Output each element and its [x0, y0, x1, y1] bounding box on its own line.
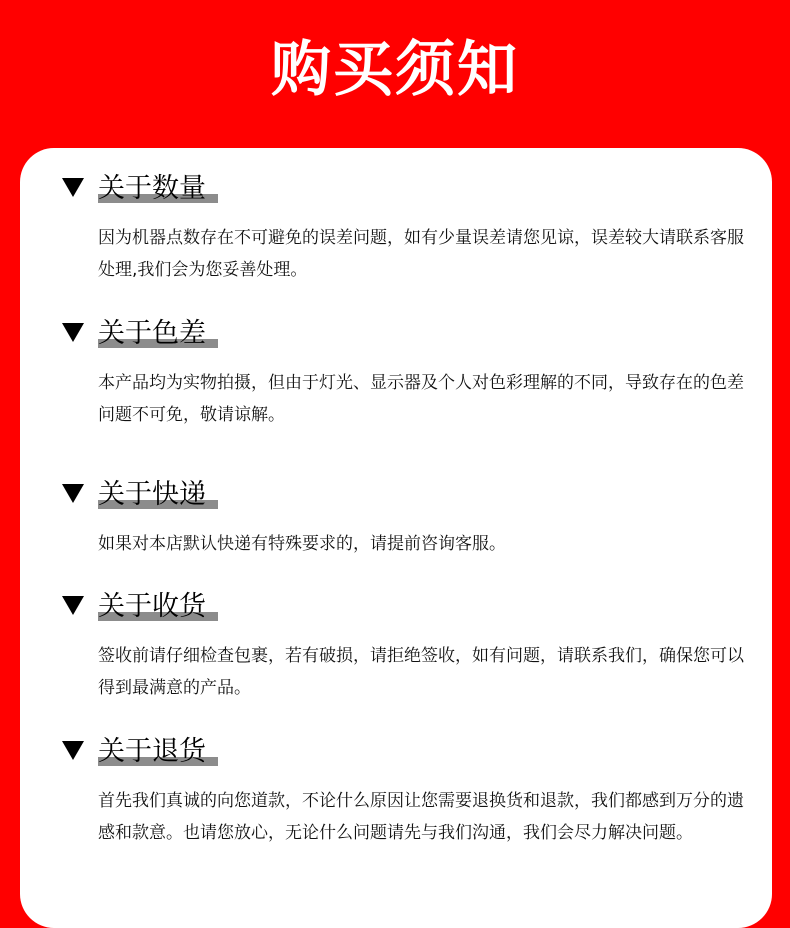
section-body-text: 因为机器点数存在不可避免的误差问题，如有少量误差请您见谅，误差较大请联系客服处理,我们会为您妥善处理。: [98, 228, 744, 280]
triangle-down-icon: [62, 596, 84, 615]
section-delivery: [62, 478, 752, 560]
section-heading: [62, 172, 752, 212]
section-heading: [62, 590, 752, 630]
triangle-down-icon: [62, 741, 84, 760]
section-heading-text: 关于色差: [98, 318, 206, 349]
section-heading: [62, 317, 752, 357]
section-heading-text: 关于收货: [98, 591, 206, 622]
section-heading: [62, 478, 752, 518]
section-heading-text: 关于快递: [98, 479, 206, 510]
section-body-text: 首先我们真诚的向您道款，不论什么原因让您需要退换货和退款，我们都感到万分的遗感和款意。也请您放心，无论什么问题请先与我们沟通，我们会尽力解决问题。: [98, 791, 744, 843]
triangle-down-icon: [62, 484, 84, 503]
section-body-text: 签收前请仔细检查包裹，若有破损，请拒绝签收，如有问题，请联系我们，确保您可以得到最满意的产品。: [98, 646, 744, 698]
section-color-difference: [62, 317, 752, 431]
section-quantity: [62, 172, 752, 286]
section-returns: [62, 735, 752, 849]
section-heading: [62, 735, 752, 775]
section-receiving: [62, 590, 752, 704]
section-body-text: 本产品均为实物拍摄，但由于灯光、显示器及个人对色彩理解的不同，导致存在的色差问题不可免，敬请谅解。: [98, 373, 744, 425]
section-heading-text: 关于数量: [98, 173, 206, 204]
section-body-text: 如果对本店默认快递有特殊要求的，请提前咨询客服。: [98, 534, 506, 554]
page-title: 购买须知: [271, 35, 519, 105]
triangle-down-icon: [62, 323, 84, 342]
section-heading-text: 关于退货: [98, 736, 206, 767]
triangle-down-icon: [62, 178, 84, 197]
